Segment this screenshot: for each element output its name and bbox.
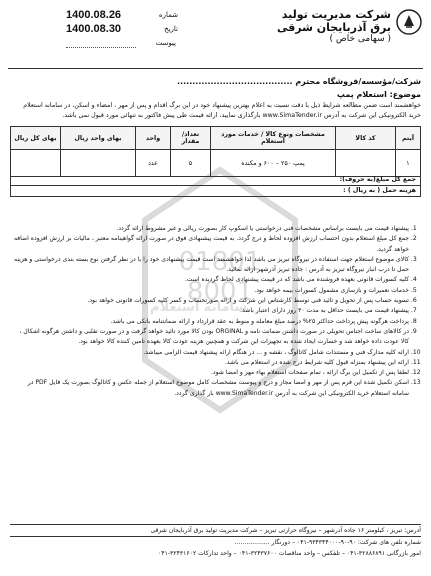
cell-desc: پمپ ۲۵۰ – ۶۰۰ و مکنده xyxy=(211,150,336,177)
cell-unit-price xyxy=(61,150,136,177)
cell-unit: عدد xyxy=(136,150,171,177)
number-value: 1400.08.26 xyxy=(66,9,122,21)
attachment-label: پیوست xyxy=(155,39,176,47)
cell-qty: ۵ xyxy=(171,150,211,177)
svg-text:01801: 01801 xyxy=(178,247,262,277)
footer-office: امور بازرگانی ۳۲۸۸۶۸۹۱-۰۴۱ – تلفکس – واحد مناقصات ۳۲۴۳۷۶۰۰-۰۴۱ – واحد تدارکات ۳۲۴۳۱۶۰۲-۰۴۱ xyxy=(158,550,421,557)
date-row xyxy=(66,22,206,36)
attachment-line xyxy=(66,38,136,48)
date-value: 1400.08.30 xyxy=(66,23,122,35)
footer-address: آدرس: تبریز ، کیلومتر ۱۶ جاده آذرشهر – نیروگاه حرارتی تبریز – شرکت مدیریت تولید برق آذربایجان شرقی xyxy=(10,524,421,536)
term-item: 2. جمع کل مبلغ استعلام بدون احتساب ارزش افزوده لحاظ و درج گردد. به قیمت پیشنهادی فوق در صورت ارائه گواهینامه معتبر ، مالیات بر ارزش افزوده اضافه خواهد گردید. xyxy=(10,234,409,255)
svg-text:8001: 8001 xyxy=(186,277,254,307)
date-label: تاریخ xyxy=(164,25,178,33)
col-desc: مشخصات ونوع کالا / خدمات مورد استعلام xyxy=(211,127,336,150)
term-item: 3. کالای موضوع استعلام جهت استفاده در نیروگاه تبریز می باشد لذا خواهشمند است قیمت پیشنهادی خود را با در نظر گرفتن نوع بسته بندی درخواستی و هزینه حمل تا درب انبار نیروگاه تبریز به آدرس : جاده تبریز آذرشهر ارائه نمائید. xyxy=(10,255,409,276)
term-item: 9. در کالاهای ساخت اجناس تحویلی در صورت داشتن ضمانت نامه و ORGINAL بودن کالا مورد تائید خواهد گرفت و در صورت تقلبی و داشتن هرگونه اشکال ، کالا عودت داده خواهد شد و خسارت ایجاد شده به تجهیزات این شرکت و همچنین هزینه عودت کالا بعهده تامین کننده کالا خواهد بود. xyxy=(10,327,409,348)
company-name: شرکت مدیریت تولید برق آذربایجان شرقی xyxy=(276,8,391,34)
col-qty: تعداد/مقدار xyxy=(171,127,211,150)
shipping-cost: هزینه حمل ( به ریال ) : xyxy=(10,186,421,197)
table-row xyxy=(11,150,421,177)
cell-total xyxy=(11,150,61,177)
term-item: 4. کلیه کسورات قانونی بعهده فروشنده می باشد که در قیمت پیشنهادی لحاظ گردیده است. xyxy=(10,275,409,285)
term-item: 5. خدمات تعمیرات و بازسازی مشمول کسورات بیمه خواهد بود. xyxy=(10,286,409,296)
term-item: 10. ارائه کلیه مدارک فنی و مستندات شامل کاتالوگ ، نقشه و ... در هنگام ارائه پیشنهاد قیمت الزامی میباشد. xyxy=(10,348,409,358)
col-code: کد کالا xyxy=(336,127,396,150)
intro-paragraph: خواهشمند است ضمن مطالعه شرایط ذیل با دقت نسبت به اعلام بهترین پیشنهاد خود در این برگ اقدام و پس از مهر ، امضاء و اسکن، در سامانه استعلام خرید الکترونیکی این شرکت به آدرس www.SimaTender.ir بارگذاری نمایید، ارائه قیمت طی پیش فاکتور به تنهائی مورد قبول نمی باشد. xyxy=(23,102,421,119)
cell-item: ۱ xyxy=(396,150,421,177)
watermark-text: سامانه استعلام xyxy=(150,300,248,315)
number-row xyxy=(66,8,206,22)
term-item: 11. ارائه این پیشنهاد بمنزله قبول کلیه شرایط درج شده در استعلام می باشد. xyxy=(10,358,409,368)
term-item: 7. پیشنهاد قیمت می بایست حداقل به مدت ۳۰ روز دارای اعتبار باشد. xyxy=(10,306,409,316)
addressee: شرکت/مؤسسه/فروشگاه محترم ...................................... xyxy=(177,77,421,86)
attachment-row xyxy=(66,36,206,50)
col-unit: واحد xyxy=(136,127,171,150)
term-item: 6. تسویه حساب پس از تحویل و تائید فنی توسط کارشناس این شرکت و ارائه صورتحساب و کسر کلیه کسورات قانونی خواهد بود. xyxy=(10,296,409,306)
col-unit-price: بهای واحد ریال xyxy=(61,127,136,150)
sum-in-words: جمع کل مبلغ(به حروف): xyxy=(10,175,421,186)
number-label: شماره xyxy=(158,11,178,19)
company-logo-icon xyxy=(395,8,423,36)
company-type: ( سهامی خاص ) xyxy=(329,34,391,44)
document-meta xyxy=(66,8,206,50)
subject: موضوع: استعلام پمپ xyxy=(336,90,421,99)
col-total: بهای کل ریال xyxy=(11,127,61,150)
header-divider xyxy=(8,68,423,69)
footer-phones: شماره تلفن های شرکت: ۹۰-۹۰-۹۳۴۳۴۴۰۰۰-۰۴۱ – دورنگار .................. xyxy=(10,536,421,548)
table-header-row xyxy=(11,127,421,150)
term-item: 12. لطفا پس از تکمیل این برگ ارائه ، تمام صفحات استعلام بهاء مهر و امضا شود. xyxy=(10,368,409,378)
inquiry-table xyxy=(10,126,421,177)
company-header xyxy=(273,8,423,45)
term-item: 13. اسکن تکمیل شده این فرم پس از مهر و امضا مجاز و درج و پیوست مشخصات کامل موضوع استعلام از جمله عکس و کاتالوگ بصورت یک فایل PDF در سامانه استعلام خرید الکترونیکی این شرکت به آدرس www.SimaTender.ir بار گذاری گردد. xyxy=(10,378,409,399)
col-item: آیتم xyxy=(396,127,421,150)
cell-code xyxy=(336,150,396,177)
footer xyxy=(10,524,421,559)
term-item: 8. پرداخت هرگونه پیش پرداخت حداکثر ۲۵% درصد مبلغ معامله و منوط به عقد قرارداد و ارائه ضمانتنامه بانکی می باشد. xyxy=(10,317,409,327)
term-item: 1. پیشنهاد قیمت می بایست براساس مشخصات فنی درخواستی یا اسکوپ کار بصورت ریالی و غیر مشروط ارائه گردد. xyxy=(10,224,409,234)
